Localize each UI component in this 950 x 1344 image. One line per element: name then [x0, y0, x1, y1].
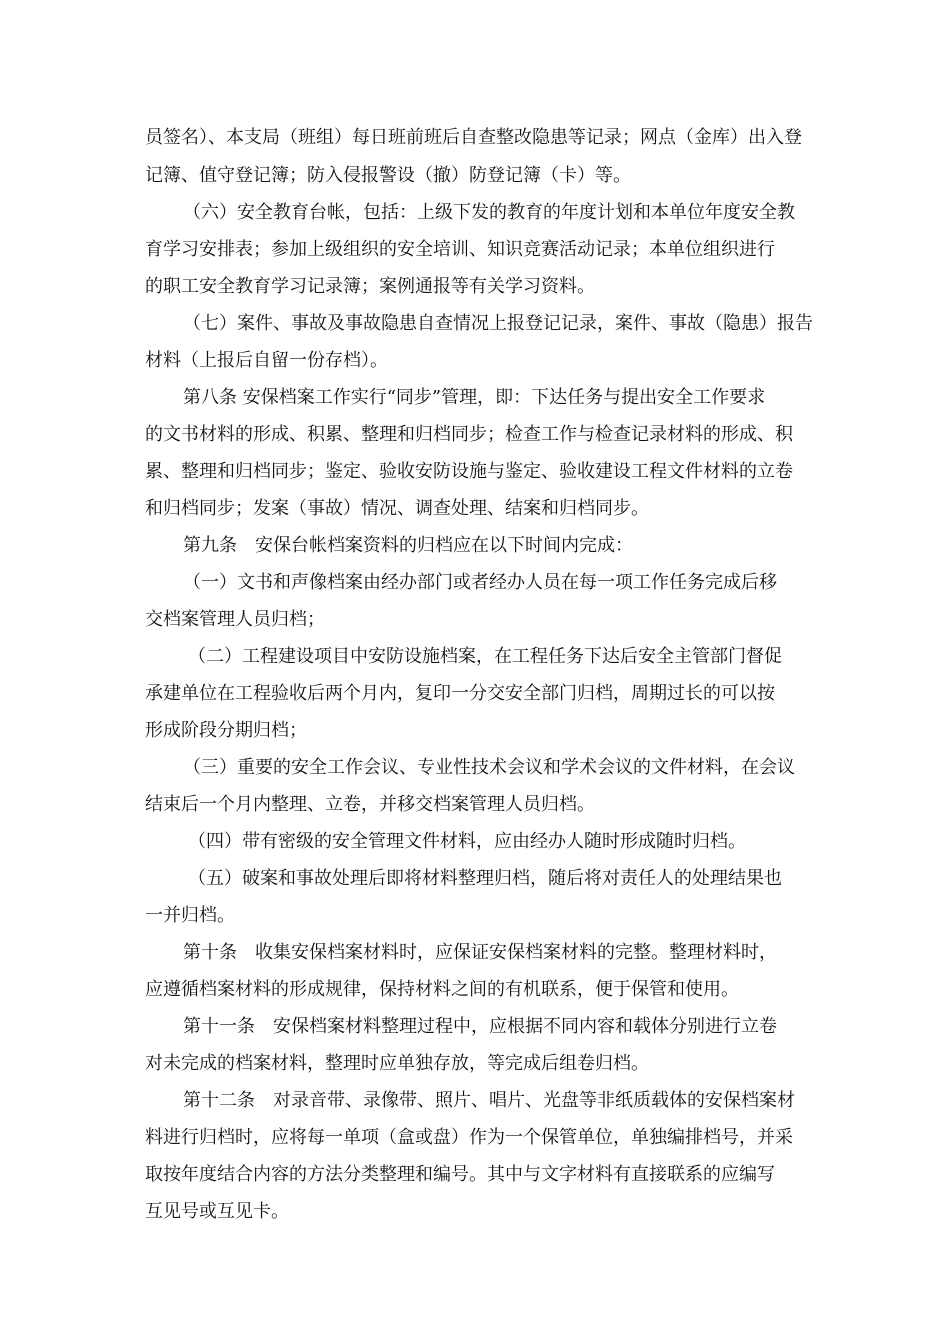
text-line: （五）破案和事故处理后即将材料整理归档，随后将对责任人的处理结果也 — [188, 868, 782, 889]
text-line: 第十条 收集安保档案材料时，应保证安保档案材料的完整。整理材料时， — [183, 942, 777, 963]
text-line: 和归档同步；发案（事故）情况、调查处理、结案和归档同步。 — [145, 498, 649, 519]
text-line: （二）工程建设项目中安防设施档案，在工程任务下达后安全主管部门督促 — [188, 646, 782, 667]
text-line: （三）重要的安全工作会议、专业性技术会议和学术会议的文件材料，在会议 — [183, 757, 795, 778]
text-line: 第十二条 对录音带、录像带、照片、唱片、光盘等非纸质载体的安保档案材 — [183, 1090, 795, 1111]
text-line: 育学习安排表；参加上级组织的安全培训、知识竞赛活动记录；本单位组织进行 — [145, 239, 775, 260]
text-line: 员签名）、本支局（班组）每日班前班后自查整改隐患等记录；网点（金库）出入登 — [145, 127, 802, 148]
text-line: 互见号或互见卡。 — [145, 1201, 289, 1222]
text-line: 对未完成的档案材料，整理时应单独存放，等完成后组卷归档。 — [145, 1053, 649, 1074]
text-line: 第九条 安保台帐档案资料的归档应在以下时间内完成： — [183, 535, 633, 556]
text-line: （七）案件、事故及事故隐患自查情况上报登记记录，案件、事故（隐患）报告 — [183, 313, 813, 334]
text-line: 第十一条 安保档案材料整理过程中，应根据不同内容和载体分别进行立卷 — [183, 1016, 777, 1037]
text-line: 交档案管理人员归档； — [145, 609, 325, 630]
text-line: 第八条 安保档案工作实行“同步”管理，即：下达任务与提出安全工作要求 — [183, 387, 766, 408]
text-line: 累、整理和归档同步；鉴定、验收安防设施与鉴定、验收建设工程文件材料的立卷 — [145, 461, 793, 482]
text-line: 取按年度结合内容的方法分类整理和编号。其中与文字材料有直接联系的应编写 — [145, 1164, 775, 1185]
text-line: 承建单位在工程验收后两个月内，复印一分交安全部门归档，周期过长的可以按 — [145, 683, 775, 704]
text-line: 的职工安全教育学习记录簿；案例通报等有关学习资料。 — [145, 276, 595, 297]
text-line: 记簿、值守登记簿；防入侵报警设（撤）防登记簿（卡）等。 — [145, 165, 631, 186]
text-line: （一）文书和声像档案由经办部门或者经办人员在每一项工作任务完成后移 — [183, 572, 777, 593]
text-line: 形成阶段分期归档； — [145, 720, 307, 741]
text-line: 材料（上报后自留一份存档）。 — [145, 350, 388, 371]
text-line: 应遵循档案材料的形成规律，保持材料之间的有机联系，便于保管和使用。 — [145, 979, 739, 1000]
text-line: 一并归档。 — [145, 905, 235, 926]
text-line: （六）安全教育台帐，包括：上级下发的教育的年度计划和本单位年度安全教 — [183, 202, 795, 223]
text-line: 的文书材料的形成、积累、整理和归档同步；检查工作与检查记录材料的形成、积 — [145, 424, 793, 445]
text-line: 料进行归档时，应将每一单项（盒或盘）作为一个保管单位，单独编排档号，并采 — [145, 1127, 793, 1148]
text-line: 结束后一个月内整理、立卷，并移交档案管理人员归档。 — [145, 794, 595, 815]
text-line: （四）带有密级的安全管理文件材料，应由经办人随时形成随时归档。 — [188, 831, 746, 852]
